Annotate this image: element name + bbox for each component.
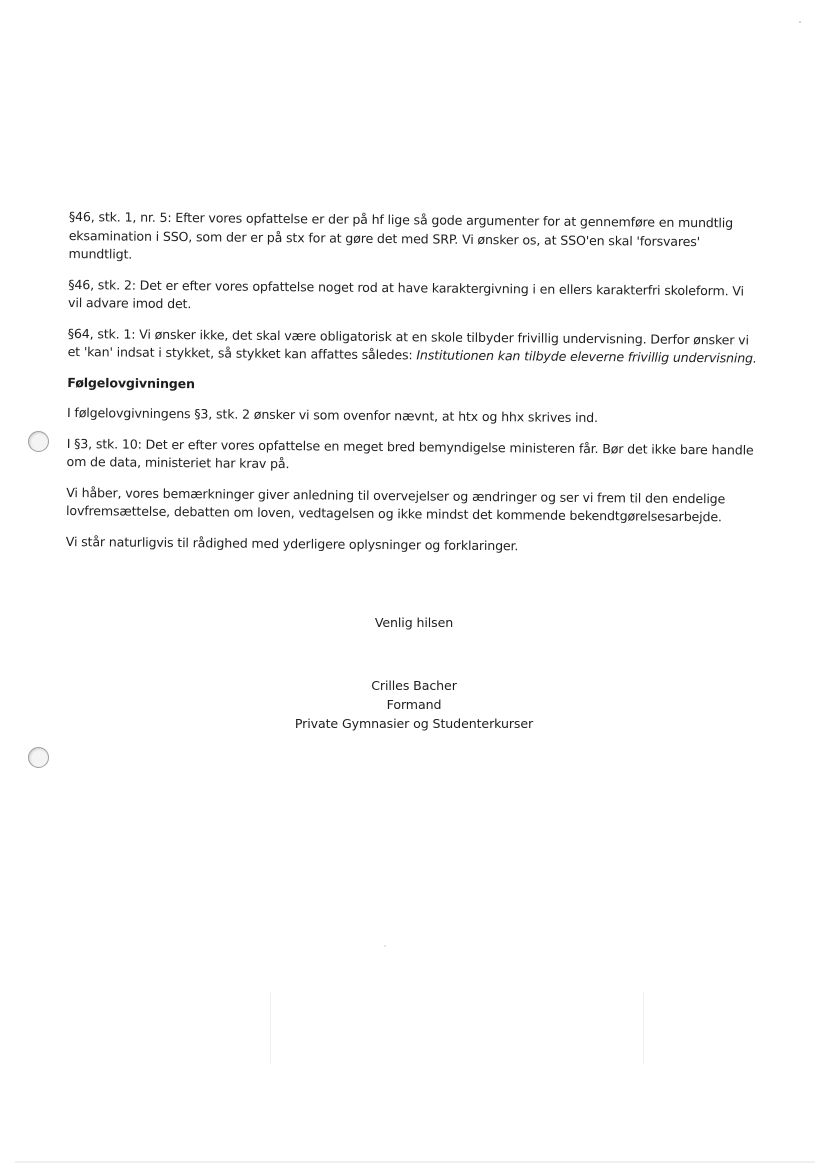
section-heading: Følgelovgivningen	[67, 374, 195, 391]
paragraph-64-stk1	[68, 324, 760, 368]
paragraph-46-stk1: §46, stk. 1, nr. 5: Efter vores opfattelse er der på hf lige så gode argumenter for at gennemføre en mundtlig eksamination i SSO, som der er på stx for at gøre det med SRP. Vi ønsker os, at SSO'en skal 'forsvares' mundtligt.	[68, 208, 734, 262]
punch-hole-icon	[28, 747, 49, 768]
signature-greeting: Venlig hilsen	[374, 615, 454, 630]
paragraph-64-italic-quote: Institutionen kan tilbyde eleverne frivillig undervisning.	[416, 347, 757, 366]
punch-hole-icon	[28, 431, 49, 452]
signatory-title: Formand	[386, 697, 442, 712]
paragraph-46-stk2: §46, stk. 2: Det er efter vores opfattelse noget rod at have karaktergivning i en ellers karakterfri skoleform. Vi vil advare imod det.	[68, 276, 744, 312]
paragraph-availability: Vi står naturligvis til rådighed med yderligere oplysninger og forklaringer.	[65, 533, 519, 553]
paragraph-closing-remarks: Vi håber, vores bemærkninger giver anledning til overvejelser og ændringer og ser vi frem til den endelige lovfremsættelse, debatten om loven, vedtagelsen og ikke mindst det kommende bekendtgørelsesarbejde.	[66, 484, 726, 525]
scan-artifact-edge	[15, 1161, 815, 1163]
paragraph-folge-3-stk2: I følgelovgivningens §3, stk. 2 ønsker vi som ovenfor nævnt, at htx og hhx skrives ind.	[66, 404, 599, 426]
scan-artifact-line	[643, 992, 644, 1064]
signature-block	[0, 676, 828, 733]
signatory-organization: Private Gymnasier og Studenterkurser	[294, 716, 534, 731]
paragraph-folge-3-stk10: I §3, stk. 10: Det er efter vores opfattelse en meget bred bemyndigelse ministeren får. Bør det ikke bare handle om de data, ministeriet har krav på.	[66, 435, 754, 472]
scan-artifact-line	[270, 992, 271, 1064]
signatory-name: Crilles Bacher	[371, 678, 457, 693]
letter-body	[66, 208, 761, 570]
scan-artifact-dot	[799, 21, 801, 23]
scan-artifact-dot	[384, 945, 386, 947]
paragraph-64-text: §64, stk. 1: Vi ønsker ikke, det skal være obligatorisk at en skole tilbyder frivillig undervisning. Derfor ønsker vi et 'kan' indsat i stykket, så stykket kan affattes således:	[67, 325, 749, 363]
